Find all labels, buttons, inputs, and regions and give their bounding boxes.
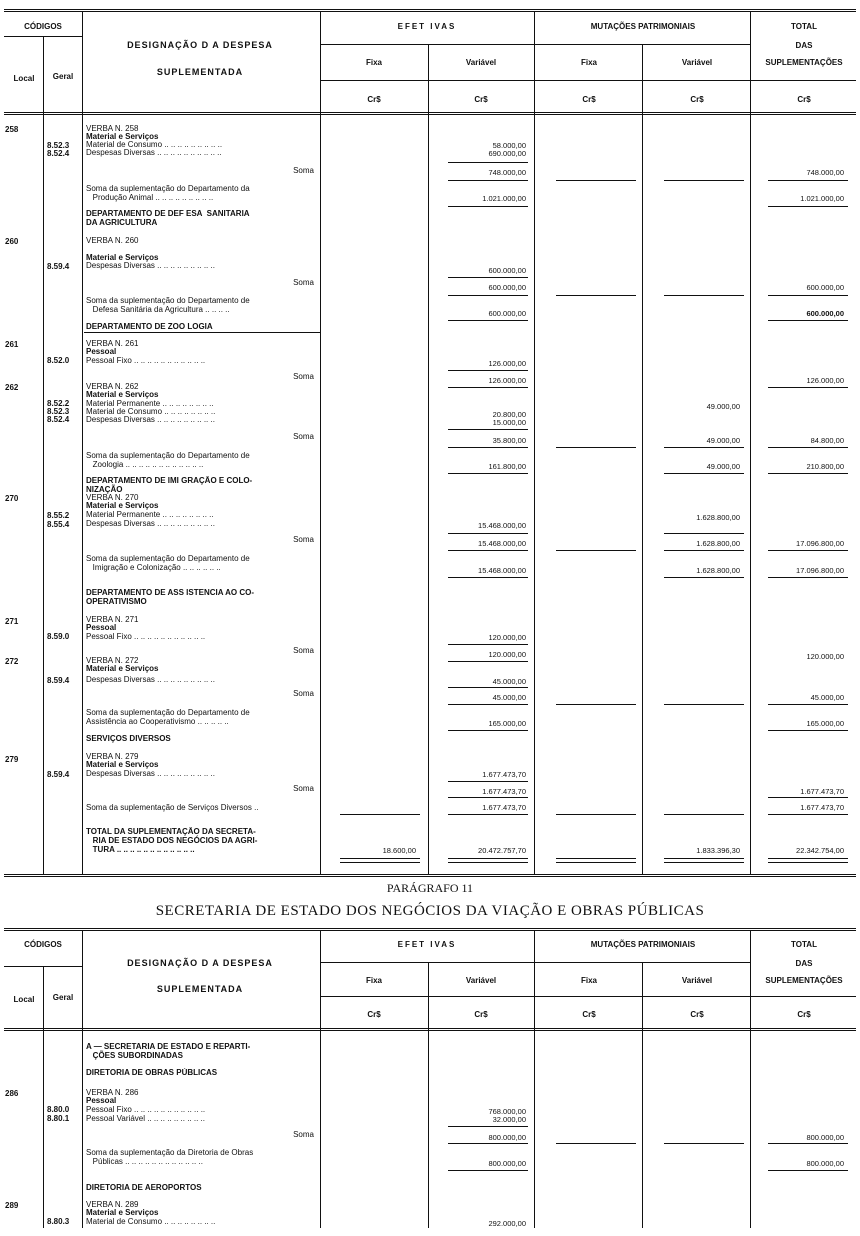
total-value: 22.342.754,00 [796, 846, 844, 855]
currency: Cr$ [797, 1010, 811, 1019]
total-value: 1.677.473,70 [800, 787, 844, 796]
rule [82, 930, 83, 1228]
value: 126.000,00 [488, 376, 526, 385]
underline [448, 797, 528, 798]
geral-code: 8.59.4 [47, 770, 70, 779]
total-value: 165.000,00 [806, 719, 844, 728]
underline [556, 550, 636, 551]
value: 49.000,00 [706, 436, 740, 445]
rule [4, 928, 856, 931]
total-value: 600.000,00 [806, 283, 844, 292]
total-value: 17.096.800,00 [796, 566, 844, 575]
geral-code: 8.59.0 [47, 632, 70, 641]
header-local: Local [13, 74, 35, 83]
geral-code: 8.59.4 [47, 676, 70, 685]
local-code: 286 [5, 1089, 19, 1098]
header-fixa-1: Fixa [365, 976, 382, 985]
item-label: Despesas Diversas .. .. .. .. .. .. .. .. .. [86, 675, 215, 684]
currency: Cr$ [582, 1010, 596, 1019]
value: 32.000,00 [492, 1115, 526, 1124]
geral-code: 8.52.4 [47, 415, 70, 424]
rule [642, 962, 643, 1228]
value: 748.000,00 [488, 168, 526, 177]
section-title: DIRETORIA DE AEROPORTOS [86, 1183, 202, 1192]
value: 800.000,00 [488, 1159, 526, 1168]
subtotal-label: Soma da suplementação do Departamento de Zoologia .. .. .. .. .. .. .. .. .. .. .. .. [86, 451, 250, 469]
value: 165.000,00 [488, 719, 526, 728]
value: 1.628.800,00 [696, 566, 740, 575]
underline [448, 577, 528, 578]
value: 45.000,00 [492, 693, 526, 702]
value: 768.000,00 [488, 1107, 526, 1116]
underline [448, 858, 528, 859]
verba-label: VERBA N. 258 [86, 124, 139, 133]
item-label: Despesas Diversas .. .. .. .. .. .. .. .. .. [86, 415, 215, 424]
underline [664, 447, 744, 448]
verba-label: VERBA N. 261 [86, 339, 139, 348]
header-codigos: CÓDIGOS [24, 940, 62, 949]
soma-label: Soma [293, 278, 314, 287]
underline [664, 550, 744, 551]
local-code: 271 [5, 617, 19, 626]
item-label: Despesas Diversas .. .. .. .. .. .. .. .. .. [86, 261, 215, 270]
header-variavel-2: Variável [681, 58, 713, 67]
rule [750, 12, 751, 874]
underline [340, 862, 420, 863]
geral-code: 8.55.2 [47, 511, 70, 520]
value: 1.677.473,70 [482, 770, 526, 779]
soma-label: Soma [293, 689, 314, 698]
section-title: DEPARTAMENTO DE ASS ISTENCIA AO CO- OPERATIVISMO [86, 588, 255, 606]
secretaria-heading: SECRETARIA DE ESTADO DOS NEGÓCIOS DA VIAÇÃO E OBRAS PÚBLICAS [155, 903, 705, 919]
header-variavel-2: Variável [681, 976, 713, 985]
rule [82, 12, 83, 874]
value: 15.468.000,00 [478, 566, 526, 575]
item-label: Despesas Diversas .. .. .. .. .. .. .. .. .. [86, 519, 215, 528]
underline [556, 858, 636, 859]
geral-code: 8.52.3 [47, 141, 70, 150]
total-value: 1.021.000,00 [800, 194, 844, 203]
verba-label: VERBA N. 289 [86, 1200, 139, 1209]
header-suplementacoes: SUPLEMENTAÇÕES [765, 58, 843, 67]
soma-label: Soma [293, 372, 314, 381]
value: 20.800,00 [492, 410, 526, 419]
underline [448, 320, 528, 321]
underline [448, 550, 528, 551]
value: 1.677.473,70 [482, 787, 526, 796]
category-label: Pessoal [86, 1096, 117, 1105]
underline [448, 1170, 528, 1171]
section-title: DEPARTAMENTO DE ZOO LOGIA [86, 322, 213, 331]
category-label: Material e Serviços [86, 501, 159, 510]
header-local: Local [13, 995, 35, 1004]
rule [534, 930, 535, 1228]
rule [642, 44, 643, 874]
underline [84, 332, 320, 333]
underline [768, 858, 848, 859]
subtotal-label: Soma da suplementação de Serviços Diversos .. [86, 803, 259, 812]
rule [4, 1028, 856, 1031]
underline [664, 180, 744, 181]
underline [768, 320, 848, 321]
item-label: Pessoal Fixo .. .. .. .. .. .. .. .. .. .. .. [86, 356, 206, 365]
value: 18.600,00 [382, 846, 416, 855]
header-designacao: DESIGNAÇÃO D A DESPESA [127, 958, 273, 968]
category-label: Pessoal [86, 347, 117, 356]
local-code: 279 [5, 755, 19, 764]
value: 690.000,00 [488, 149, 526, 158]
value: 126.000,00 [488, 359, 526, 368]
header-total: TOTAL [791, 22, 817, 31]
section-title: DIRETORIA DE OBRAS PÚBLICAS [86, 1068, 218, 1077]
underline [448, 730, 528, 731]
underline [768, 1143, 848, 1144]
section-title: A — SECRETARIA DE ESTADO E REPARTI- ÇÕES SUBORDINADAS [86, 1042, 251, 1060]
underline [448, 295, 528, 296]
header-geral: Geral [52, 72, 74, 81]
header-fixa-1: Fixa [365, 58, 382, 67]
category-label: Material e Serviços [86, 760, 159, 769]
underline [768, 730, 848, 731]
category-label: Material e Serviços [86, 132, 159, 141]
value: 1.677.473,70 [482, 803, 526, 812]
geral-code: 8.80.3 [47, 1217, 70, 1226]
value: 120.000,00 [488, 650, 526, 659]
geral-code: 8.80.0 [47, 1105, 70, 1114]
local-code: 258 [5, 125, 19, 134]
value: 49.000,00 [706, 462, 740, 471]
soma-label: Soma [293, 646, 314, 655]
table-end-rule [4, 874, 856, 877]
soma-label: Soma [293, 432, 314, 441]
header-total: TOTAL [791, 940, 817, 949]
item-label: Despesas Diversas .. .. .. .. .. .. .. .. .. [86, 769, 215, 778]
currency: Cr$ [474, 1010, 488, 1019]
underline [448, 162, 528, 163]
rule [43, 966, 44, 1228]
value: 20.472.757,70 [478, 846, 526, 855]
category-label: Material e Serviços [86, 664, 159, 673]
underline [768, 862, 848, 863]
underline [448, 206, 528, 207]
rule [43, 36, 44, 874]
underline [556, 1143, 636, 1144]
total-value: 600.000,00 [806, 309, 844, 318]
rule [320, 12, 321, 874]
total-value: 748.000,00 [806, 168, 844, 177]
rule [750, 930, 751, 1228]
local-code: 272 [5, 657, 19, 666]
underline [448, 687, 528, 688]
subtotal-label: Soma da suplementação do Departamento de Assistência ao Cooperativismo .. .. .. .. .. [86, 708, 250, 726]
subtotal-label: Soma da suplementação da Diretoria de Obras Públicas .. .. .. .. .. .. .. .. .. .. .. .. [86, 1148, 254, 1166]
underline [768, 447, 848, 448]
currency: Cr$ [582, 95, 596, 104]
item-label: Pessoal Fixo .. .. .. .. .. .. .. .. .. .. .. [86, 1105, 206, 1114]
rule [320, 996, 856, 997]
header-suplementada: SUPLEMENTADA [156, 67, 244, 77]
item-label: Material Permanente .. .. .. .. .. .. .. .. [86, 399, 214, 408]
underline [768, 577, 848, 578]
underline [556, 447, 636, 448]
underline [448, 862, 528, 863]
underline [448, 429, 528, 430]
category-label: Material e Serviços [86, 253, 159, 262]
underline [664, 862, 744, 863]
underline [556, 862, 636, 863]
geral-code: 8.55.4 [47, 520, 70, 529]
rule [320, 930, 321, 1228]
value: 15.468.000,00 [478, 539, 526, 548]
rule [534, 12, 535, 874]
grand-total-label: TOTAL DA SUPLEMENTAÇÃO DA SECRETA- RIA DE ESTADO DOS NEGÓCIOS DA AGRI- TURA .. .. .. .. .. .. .. .. .. .. .. .. [86, 827, 258, 854]
subtotal-label: Soma da suplementação do Departamento da Produção Animal .. .. .. .. .. .. .. .. .. [86, 184, 250, 202]
section-title: SERVIÇOS DIVERSOS [86, 734, 171, 743]
header-designacao: DESIGNAÇÃO D A DESPESA [127, 40, 273, 50]
underline [768, 797, 848, 798]
header-fixa-2: Fixa [580, 58, 597, 67]
currency: Cr$ [797, 95, 811, 104]
item-label: Material de Consumo .. .. .. .. .. .. .. .. [86, 407, 216, 416]
category-label: Material e Serviços [86, 1208, 159, 1217]
geral-code: 8.52.0 [47, 356, 70, 365]
geral-code: 8.80.1 [47, 1114, 70, 1123]
rule [320, 80, 856, 81]
underline [768, 206, 848, 207]
verba-label: VERBA N. 270 [86, 493, 139, 502]
value: 800.000,00 [488, 1133, 526, 1142]
item-label: Material de Consumo .. .. .. .. .. .. .. .. .. [86, 140, 223, 149]
item-label: Pessoal Variável .. .. .. .. .. .. .. .. .. [86, 1114, 206, 1123]
underline [768, 295, 848, 296]
paragraph-heading: PARÁGRAFO 11 [386, 881, 474, 895]
value: 58.000,00 [492, 141, 526, 150]
underline [664, 704, 744, 705]
value: 35.800,00 [492, 436, 526, 445]
header-das: DAS [795, 959, 813, 968]
value: 1.628.800,00 [696, 539, 740, 548]
header-das: DAS [795, 41, 813, 50]
underline [448, 370, 528, 371]
verba-label: VERBA N. 271 [86, 615, 139, 624]
header-mutacoes: MUTAÇÕES PATRIMONIAIS [590, 22, 696, 31]
header-suplementada: SUPLEMENTADA [156, 984, 244, 994]
value: 600.000,00 [488, 283, 526, 292]
total-value: 126.000,00 [806, 376, 844, 385]
soma-label: Soma [293, 1130, 314, 1139]
value: 49.000,00 [706, 402, 740, 411]
underline [448, 814, 528, 815]
currency: Cr$ [474, 95, 488, 104]
value: 1.021.000,00 [482, 194, 526, 203]
currency: Cr$ [367, 95, 381, 104]
total-value: 45.000,00 [810, 693, 844, 702]
underline [448, 1126, 528, 1127]
verba-label: VERBA N. 260 [86, 236, 139, 245]
underline [340, 814, 420, 815]
underline [664, 858, 744, 859]
local-code: 260 [5, 237, 19, 246]
header-suplementacoes: SUPLEMENTAÇÕES [765, 976, 843, 985]
underline [768, 1170, 848, 1171]
total-value: 120.000,00 [806, 652, 844, 661]
geral-code: 8.59.4 [47, 262, 70, 271]
subtotal-label: Soma da suplementação do Departamento de Imigração e Colonização .. .. .. .. .. .. [86, 554, 250, 572]
underline [448, 473, 528, 474]
currency: Cr$ [367, 1010, 381, 1019]
header-codigos: CÓDIGOS [24, 22, 62, 31]
underline [664, 814, 744, 815]
verba-label: VERBA N. 279 [86, 752, 139, 761]
value: 120.000,00 [488, 633, 526, 642]
rule [428, 44, 429, 874]
header-variavel-1: Variável [465, 58, 497, 67]
value: 15.000,00 [492, 418, 526, 427]
header-fixa-2: Fixa [580, 976, 597, 985]
category-label: Pessoal [86, 623, 117, 632]
underline [448, 533, 528, 534]
underline [768, 704, 848, 705]
header-efetivas: EFET IVAS [397, 940, 457, 949]
underline [664, 295, 744, 296]
currency: Cr$ [690, 1010, 704, 1019]
underline [448, 447, 528, 448]
soma-label: Soma [293, 535, 314, 544]
underline [664, 533, 744, 534]
soma-label: Soma [293, 784, 314, 793]
underline [340, 858, 420, 859]
soma-label: Soma [293, 166, 314, 175]
underline [664, 577, 744, 578]
verba-label: VERBA N. 272 [86, 656, 139, 665]
section-title: DEPARTAMENTO DE IMI GRAÇÃO E COLO- NIZAÇÃO [86, 476, 253, 494]
item-label: Material Permanente .. .. .. .. .. .. .. .. [86, 510, 214, 519]
item-label: Pessoal Fixo .. .. .. .. .. .. .. .. .. .. .. [86, 632, 206, 641]
top-rule [4, 9, 856, 12]
verba-label: VERBA N. 286 [86, 1088, 139, 1097]
underline [448, 387, 528, 388]
underline [768, 473, 848, 474]
underline [556, 704, 636, 705]
total-value: 210.800,00 [806, 462, 844, 471]
total-value: 84.800,00 [810, 436, 844, 445]
geral-code: 8.52.3 [47, 407, 70, 416]
header-geral: Geral [52, 993, 74, 1002]
total-value: 1.677.473,70 [800, 803, 844, 812]
value: 161.800,00 [488, 462, 526, 471]
item-label: Despesas Diversas .. .. .. .. .. .. .. .. .. .. [86, 148, 222, 157]
subtotal-label: Soma da suplementação do Departamento de Defesa Sanitária da Agricultura .. .. .. .. [86, 296, 250, 314]
local-code: 270 [5, 494, 19, 503]
underline [448, 661, 528, 662]
underline [768, 387, 848, 388]
total-value: 17.096.800,00 [796, 539, 844, 548]
value: 600.000,00 [488, 309, 526, 318]
total-value: 800.000,00 [806, 1133, 844, 1142]
value: 600.000,00 [488, 266, 526, 275]
underline [448, 277, 528, 278]
underline [768, 814, 848, 815]
underline [448, 644, 528, 645]
underline [664, 473, 744, 474]
underline [448, 781, 528, 782]
value: 15.468.000,00 [478, 521, 526, 530]
header-mutacoes: MUTAÇÕES PATRIMONIAIS [590, 940, 696, 949]
underline [664, 1143, 744, 1144]
value: 1.628.800,00 [696, 513, 740, 522]
header-variavel-1: Variável [465, 976, 497, 985]
local-code: 289 [5, 1201, 19, 1210]
underline [448, 180, 528, 181]
rule [320, 962, 750, 963]
underline [556, 814, 636, 815]
geral-code: 8.52.2 [47, 399, 70, 408]
category-label: Material e Serviços [86, 390, 159, 399]
underline [448, 704, 528, 705]
geral-code: 8.52.4 [47, 149, 70, 158]
header-bottom-rule [4, 112, 856, 115]
underline [448, 1143, 528, 1144]
local-code: 261 [5, 340, 19, 349]
local-code: 262 [5, 383, 19, 392]
section-title: DEPARTAMENTO DE DEF ESA SANITARIA DA AGRICULTURA [86, 209, 250, 227]
item-label: Material de Consumo .. .. .. .. .. .. .. .. [86, 1217, 216, 1226]
underline [768, 550, 848, 551]
currency: Cr$ [690, 95, 704, 104]
rule [428, 962, 429, 1228]
total-value: 800.000,00 [806, 1159, 844, 1168]
rule [320, 44, 750, 45]
value: 292.000,00 [488, 1219, 526, 1228]
underline [556, 180, 636, 181]
header-efetivas: EFET IVAS [397, 22, 457, 31]
verba-label: VERBA N. 262 [86, 382, 139, 391]
value: 1.833.396,30 [696, 846, 740, 855]
underline [768, 180, 848, 181]
value: 45.000,00 [492, 677, 526, 686]
underline [556, 295, 636, 296]
